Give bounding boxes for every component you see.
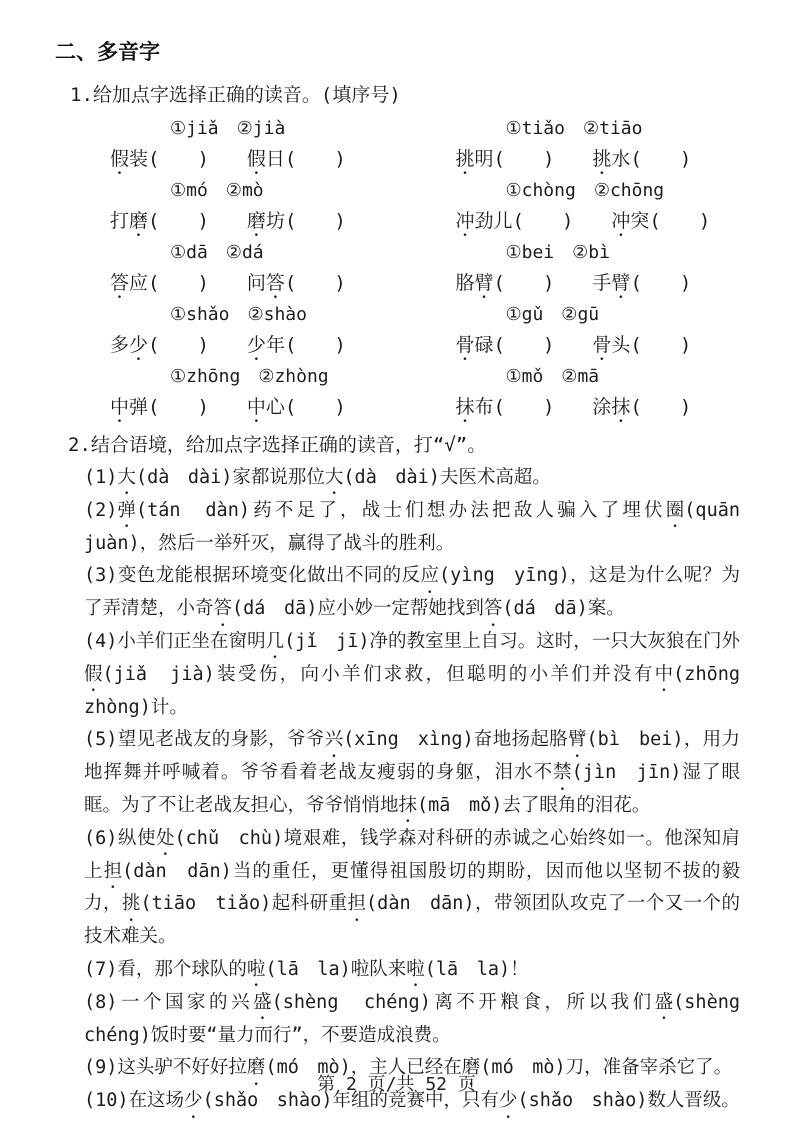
pinyin-options: ①jiǎ ②jià [170,118,286,139]
dotted-character: 担 [103,860,123,882]
section-title: 二、多音字 [55,41,160,64]
dotted-character: 少 [184,1090,203,1112]
dotted-character: 答 [110,272,130,294]
dotted-character: 少 [246,334,266,356]
dotted-character: 弹 [117,499,136,521]
dotted-character: 磨 [246,210,266,232]
dotted-character: 挑 [592,148,612,170]
pinyin-group [397,175,793,237]
pinyin-group [397,299,793,361]
pinyin-group [397,237,793,299]
exercise1-grid [0,113,793,423]
exercise2-items [84,462,759,1118]
exercise2-item-8: (8)一个国家的兴盛(shèng chéng)离不开粮食，所以我们盛(shèng chéng)饭时要“量力而行”，不要造成浪费。 [84,987,740,1053]
dotted-character: 假 [84,663,103,685]
pinyin-options: ①mó ②mò [170,180,264,201]
pinyin-options: ①chòng ②chōng [505,180,665,201]
exercise2-instruction: 2.结合语境，给加点字选择正确的读音，打“√”。 [68,434,487,456]
word-blank-line: 骨碌( ) 骨头( ) [456,330,793,361]
dotted-character: 挑 [121,893,141,915]
pinyin-options: ①zhōng ②zhòng [170,366,329,387]
dotted-character: 大 [324,467,344,488]
dotted-character: 处 [156,827,175,849]
dotted-character: 啦 [406,958,425,980]
pinyin-group [0,237,397,299]
dotted-character: 骨 [592,334,612,356]
pinyin-group [0,175,397,237]
exercise2-item-10: (10)在这场少(shǎo shào)年组的竞赛中，只有少(shǎo shào)数人晋级。 [84,1085,740,1118]
exercise2-item-4: (4)小羊们正坐在窗明几(jǐ jī)净的教室里上自习。这时，一只大灰狼在门外假(jiǎ jià)装受伤，向小羊们求救，但聪明的小羊们并没有中(zhōng zhòng)计。 [84,626,740,724]
exercise2-item-6: (6)纵使处(chǔ chù)境艰难，钱学森对科研的赤诚之心始终如一。他深知肩上担(dàn dān)当的重任，更懂得祖国殷切的期盼，因而他以坚韧不拔的毅力，挑(tiāo tiǎo)起科研重担(dàn dān)，带领团队攻克了一个又一个的技术难关。 [84,823,740,954]
pinyin-group [0,113,397,175]
dotted-character: 臂 [611,272,631,294]
dotted-character: 啦 [246,958,266,980]
word-blank-line: 打磨( ) 磨坊( ) [110,206,397,237]
dotted-character: 臂 [474,272,494,294]
dotted-character: 担 [347,893,367,915]
exercise2-item-2: (2)弹(tán dàn)药不足了，战士们想办法把敌人骗入了埋伏圈(quān juàn)，然后一举歼灭，赢得了战斗的胜利。 [84,495,740,561]
dotted-character: 磨 [246,1057,266,1079]
exercise2-item-5: (5)望见老战友的身影，爷爷兴(xīng xìng)奋地扬起胳臂(bì bei)，用力地挥舞并呼喊着。爷爷看着老战友瘦弱的身躯，泪水不禁(jìn jīn)湿了眼眶。为了不让老战友担心，爷爷悄悄地抹(mā mǒ)去了眼角的泪花。 [84,724,740,822]
dotted-character: 圈 [665,499,685,521]
dotted-character: 少 [498,1090,518,1112]
dotted-character: 骨 [455,334,475,356]
dotted-character: 中 [654,663,674,685]
dotted-character: 中 [110,396,130,418]
pinyin-options: ①gǔ ②gū [505,304,600,325]
pinyin-options: ①tiǎo ②tiāo [505,118,643,139]
exercise2-item-9: (9)这头驴不好好拉磨(mó mò)，主人已经在磨(mó mò)刀，准备宰杀它了。 [84,1052,740,1085]
dotted-character: 假 [110,148,130,170]
dotted-character: 抹 [455,396,475,418]
dotted-character: 禁 [553,762,572,784]
dotted-character: 磨 [461,1057,481,1079]
dotted-character: 应 [420,565,440,587]
dotted-character: 抹 [611,396,631,418]
dotted-character: 假 [246,148,266,170]
pinyin-group [397,113,793,175]
word-blank-line: 挑明( ) 挑水( ) [456,144,793,175]
dotted-character: 大 [117,467,136,488]
dotted-character: 兴 [324,729,344,751]
dotted-character: 几 [265,630,285,652]
word-blank-line: 答应( ) 问答( ) [110,268,397,299]
word-blank-line: 中弹( ) 中心( ) [110,392,397,423]
word-blank-line: 冲劲儿( ) 冲突( ) [456,206,793,237]
pinyin-options: ①shǎo ②shào [170,304,307,325]
exercise2-item-3: (3)变色龙能根据环境变化做出不同的反应(yìng yīng)，这是为什么呢？为了弄清楚，小奇答(dá dā)应小妙一定帮她找到答(dá dā)案。 [84,560,740,626]
word-blank-line: 多少( ) 少年( ) [110,330,397,361]
word-blank-line: 胳臂( ) 手臂( ) [456,268,793,299]
pinyin-group [0,361,397,423]
dotted-character: 答 [265,272,285,294]
dotted-character: 盛 [253,991,272,1013]
pinyin-options: ①mǒ ②mā [505,366,600,387]
dotted-character: 挑 [455,148,475,170]
pinyin-options: ①bei ②bì [505,242,610,263]
dotted-character: 少 [129,334,149,356]
dotted-character: 冲 [455,210,475,232]
word-blank-line: 抹布( ) 涂抹( ) [456,392,793,423]
pinyin-options: ①dā ②dá [170,242,264,263]
dotted-character: 冲 [611,210,631,232]
dotted-character: 中 [246,396,266,418]
dotted-character: 盛 [654,991,674,1013]
pinyin-group [0,299,397,361]
exercise2-item-1: (1)大(dà dài)家都说那位大(dà dài)夫医术高超。 [84,462,740,495]
dotted-character: 臂 [567,729,587,751]
word-blank-line: 假装( ) 假日( ) [110,144,397,175]
pinyin-group [397,361,793,423]
dotted-character: 抹 [398,794,418,816]
page-footer: 第 2 页/共 52 页 [317,1074,476,1095]
dotted-character: 磨 [129,210,149,232]
exercise2-item-7: (7)看，那个球队的啦(lā la)啦队来啦(lā la)！ [84,954,740,987]
dotted-character: 答 [483,598,503,620]
exercise1-instruction: 1.给加点字选择正确的读音。(填序号) [70,84,401,106]
dotted-character: 答 [213,598,233,620]
